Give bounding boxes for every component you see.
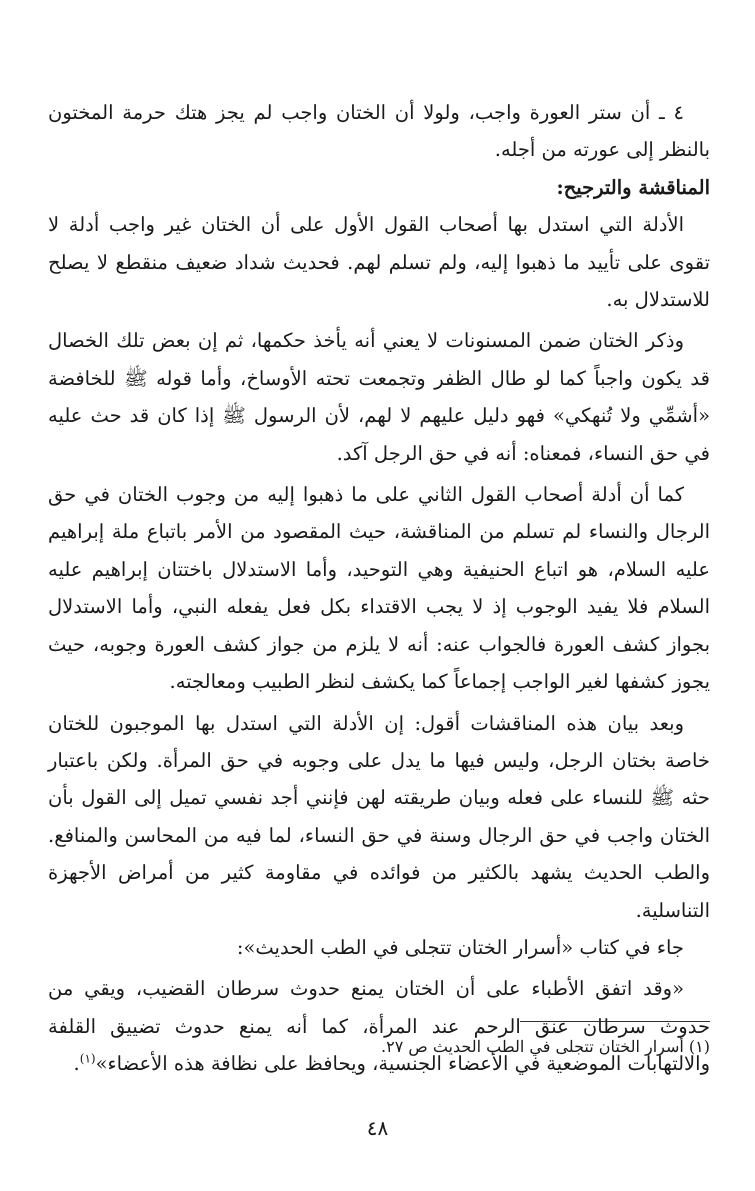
footnote-divider [520, 1021, 710, 1022]
page-number: ٤٨ [366, 1116, 389, 1140]
medical-quote-text: «وقد اتفق الأطباء على أن الختان يمنع حدوث سرطان القضيب، ويقي من حدوث سرطان عنق الرحم عند المرأة، كما أنه يمنع حدوث تضييق القلفة والالتهابات الموضعية في الأعضاء الجنسية، ويحافظ على نظافة هذه الأعضاء» [48, 977, 710, 1076]
paragraph-second-opinion-evidence: كما أن أدلة أصحاب القول الثاني على ما ذهبوا إليه من وجوب الختان في حق الرجال والنساء لم تسلم من المناقشة، حيث المقصود من الأمر باتباع ملة إبراهيم عليه السلام، هو اتباع الحنيفية وهي التوحيد، وأما الاستدلال باختتان إبراهيم عليه السلام فلا يفيد الوجوب إذ لا يجب الاقتداء بكل فعل يفعله النبي، وأما الاستدلال بجواز كشف العورة فالجواب عنه: أنه لا يلزم من جواز كشف العورة وجوبه، حيث يجوز كشفها لغير الواجب إجماعاً كما يكشف لنظر الطبيب ومعالجته. [48, 483, 710, 694]
paragraph-point-4: ٤ ـ أن ستر العورة واجب، ولولا أن الختان واجب لم يجز هتك حرمة المختون بالنظر إلى عورته من أجله. [48, 101, 710, 162]
footnote: (١) أسرار الختان تتجلى في الطب الحديث ص ٢٧. [381, 1037, 710, 1056]
footnote-reference: (١) [79, 1051, 96, 1066]
paragraph-first-opinion-evidence: الأدلة التي استدل بها أصحاب القول الأول على أن الختان غير واجب أدلة لا تقوى على تأييد ما ذهبوا إليه، ولم تسلم لهم. فحديث شداد ضعيف منقطع لا يصلح للاستدلال به. [48, 213, 710, 312]
section-heading: المناقشة والترجيح: [556, 175, 710, 199]
paragraph-book-quote-intro: جاء في كتاب «أسرار الختان تتجلى في الطب الحديث»: [236, 935, 684, 959]
page-body [48, 94, 710, 1083]
paragraph-medical-quote: «وقد اتفق الأطباء على أن الختان يمنع حدوث سرطان القضيب، ويقي من حدوث سرطان عنق الرحم عند المرأة، كما أنه يمنع حدوث تضييق القلفة والالتهابات الموضعية في الأعضاء الجنسية، ويحافظ على نظافة هذه الأعضاء»$^{(١)}$. [48, 977, 710, 1076]
paragraph-conclusion: وبعد بيان هذه المناقشات أقول: إن الأدلة التي استدل بها الموجبون للختان خاصة بختان الرجل، وليس فيها ما يدل على وجوبه في حق المرأة. ولكن باعتبار حثه ﷺ للنساء على فعله وبيان طريقته لهن فإنني أجد نفسي تميل إلى القول بأن الختان واجب في حق الرجال وسنة في حق النساء، لما فيه من المحاسن والمنافع. والطب الحديث يشهد بالكثير من فوائده في مقاومة كثير من أمراض الأجهزة التناسلية. [48, 711, 710, 922]
paragraph-sunnah-mention: وذكر الختان ضمن المسنونات لا يعني أنه يأخذ حكمها، ثم إن بعض تلك الخصال قد يكون واجباً كما لو طال الظفر وتجمعت تحته الأوساخ، وأما قوله ﷺ للخافضة «أشمِّي ولا تُنهكي» فهو دليل عليهم لا لهم، لأن الرسول ﷺ إذا كان قد حث عليه في حق النساء، فمعناه: أنه في حق الرجل آكد. [48, 329, 710, 465]
